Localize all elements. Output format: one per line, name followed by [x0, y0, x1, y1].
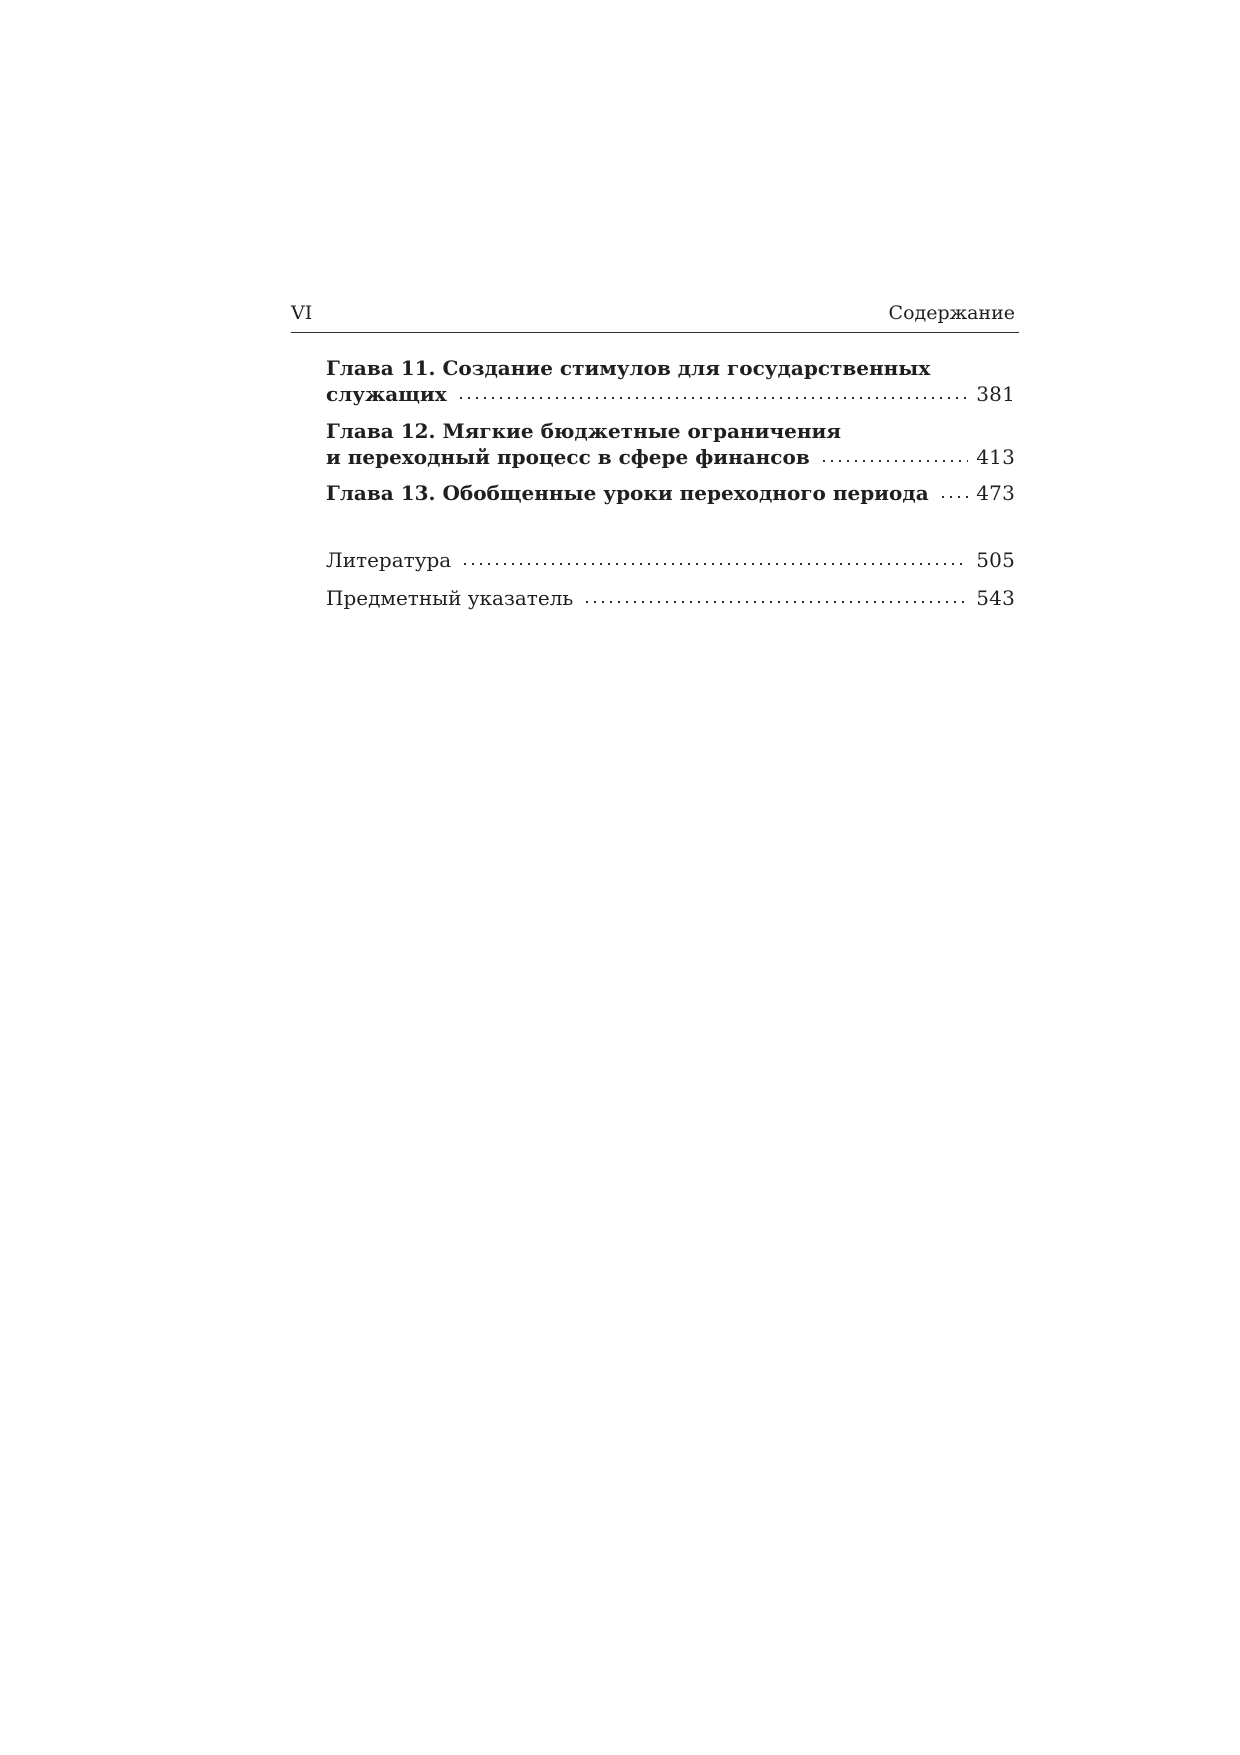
- toc-entry-chapter-13: [326, 480, 1015, 506]
- page-reference: 381: [976, 382, 1015, 406]
- section-title: Содержание: [888, 302, 1015, 324]
- toc-entry-line: [326, 585, 1015, 611]
- page-reference: 543: [976, 586, 1015, 610]
- toc-entry-title: Предметный указатель: [326, 586, 574, 610]
- toc-entry-subject-index: [326, 585, 1015, 611]
- toc-entry-title: Глава 13. Обобщенные уроки переходного периода: [326, 481, 929, 505]
- toc-entry-line: [326, 480, 1015, 506]
- toc-entry-chapter-12: [326, 418, 1015, 470]
- toc-entry-title-line: Глава 11. Создание стимулов для государственных: [326, 356, 931, 380]
- dot-leader: [939, 480, 969, 500]
- toc-entry-final-line: [326, 444, 1015, 470]
- page-reference: 413: [976, 445, 1015, 469]
- toc-entry-line: [326, 547, 1015, 573]
- dot-leader: [457, 381, 969, 401]
- toc-entry-literature: [326, 547, 1015, 573]
- toc-entry-chapter-11: [326, 355, 1015, 407]
- toc-entry-final-line: [326, 381, 1015, 407]
- toc-entry-title-continuation: служащих: [326, 382, 447, 406]
- toc-entry-title-continuation: и переходный процесс в сфере финансов: [326, 445, 810, 469]
- page-number: VI: [291, 302, 313, 324]
- dot-leader: [583, 585, 968, 605]
- table-of-contents: [326, 355, 1015, 611]
- page-reference: 505: [976, 548, 1015, 572]
- toc-entry-title-line: Глава 12. Мягкие бюджетные ограничения: [326, 419, 842, 443]
- running-head: [291, 298, 1019, 333]
- dot-leader: [461, 547, 968, 567]
- toc-entry-title: Литература: [326, 548, 452, 572]
- page-reference: 473: [976, 481, 1015, 505]
- dot-leader: [820, 444, 968, 464]
